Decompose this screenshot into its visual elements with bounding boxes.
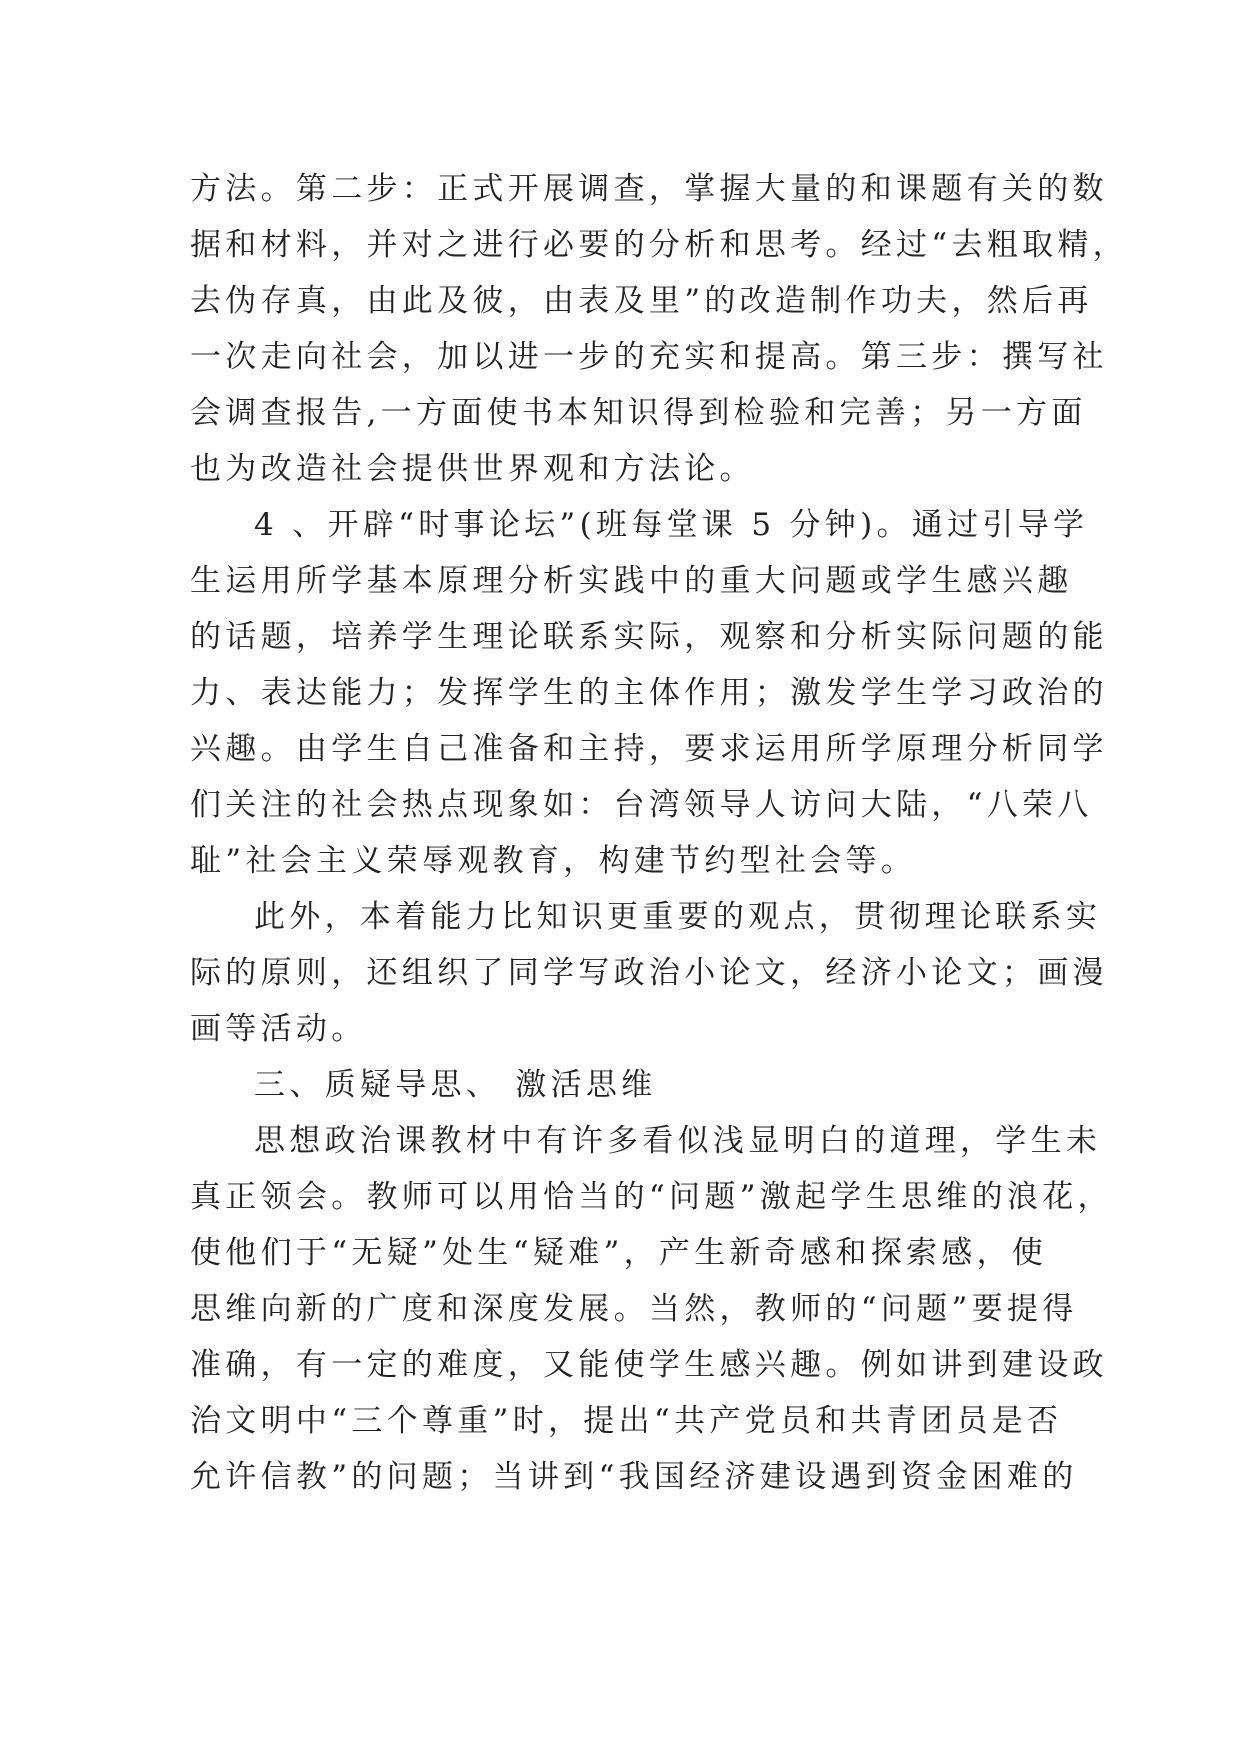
text-line: 耻”社会主义荣辱观教育，构建节约型社会等。 [190, 843, 917, 879]
text-line: 也为改造社会提供世界观和方法论。 [190, 451, 755, 487]
text-line: 准确，有一定的难度，又能使学生感兴趣。例如讲到建设政 [190, 1347, 1108, 1383]
text-line: 4 、开辟“时事论坛”(班每堂课 5 分钟)。通过引导学 [254, 507, 1089, 543]
text-line: 兴趣。由学生自己准备和主持，要求运用所学原理分析同学 [190, 731, 1108, 767]
text-line: 此外，本着能力比知识更重要的观点，贯彻理论联系实 [254, 899, 1102, 935]
text-line: 力、表达能力；发挥学生的主体作用；激发学生学习政治的 [190, 675, 1108, 711]
text-line: 使他们于“无疑”处生“疑难”，产生新奇感和探索感，使 [190, 1235, 1048, 1271]
text-line: 一次走向社会，加以进一步的充实和提高。第三步：撰写社 [190, 339, 1108, 375]
section-heading: 三、质疑导思、 激活思维 [254, 1067, 657, 1103]
text-line: 们关注的社会热点现象如：台湾领导人访问大陆，“八荣八 [190, 787, 1093, 823]
text-line: 去伪存真，由此及彼，由表及里”的改造制作功夫，然后再 [190, 283, 1093, 319]
text-line: 真正领会。教师可以用恰当的“问题”激起学生思维的浪花， [190, 1179, 1113, 1215]
body-text [190, 161, 1128, 1505]
text-line: 思维向新的广度和深度发展。当然，教师的“问题”要提得 [190, 1291, 1078, 1327]
text-line: 画等活动。 [190, 1011, 367, 1047]
text-line: 允许信教”的问题；当讲到“我国经济建设遇到资金困难的 [190, 1459, 1078, 1495]
text-line: 际的原则，还组织了同学写政治小论文，经济小论文；画漫 [190, 955, 1108, 991]
text-line: 治文明中“三个尊重”时，提出“共产党员和共青团员是否 [190, 1403, 1063, 1439]
text-line: 方法。第二步：正式开展调查，掌握大量的和课题有关的数 [190, 171, 1108, 207]
text-line: 会调查报告,一方面使书本知识得到检验和完善；另一方面 [190, 395, 1087, 431]
text-line: 据和材料，并对之进行必要的分析和思考。经过“去粗取精， [190, 227, 1128, 263]
text-line: 思想政治课教材中有许多看似浅显明白的道理，学生未 [254, 1123, 1102, 1159]
text-line: 的话题，培养学生理论联系实际，观察和分析实际问题的能 [190, 619, 1108, 655]
text-line: 生运用所学基本原理分析实践中的重大问题或学生感兴趣 [190, 563, 1073, 599]
